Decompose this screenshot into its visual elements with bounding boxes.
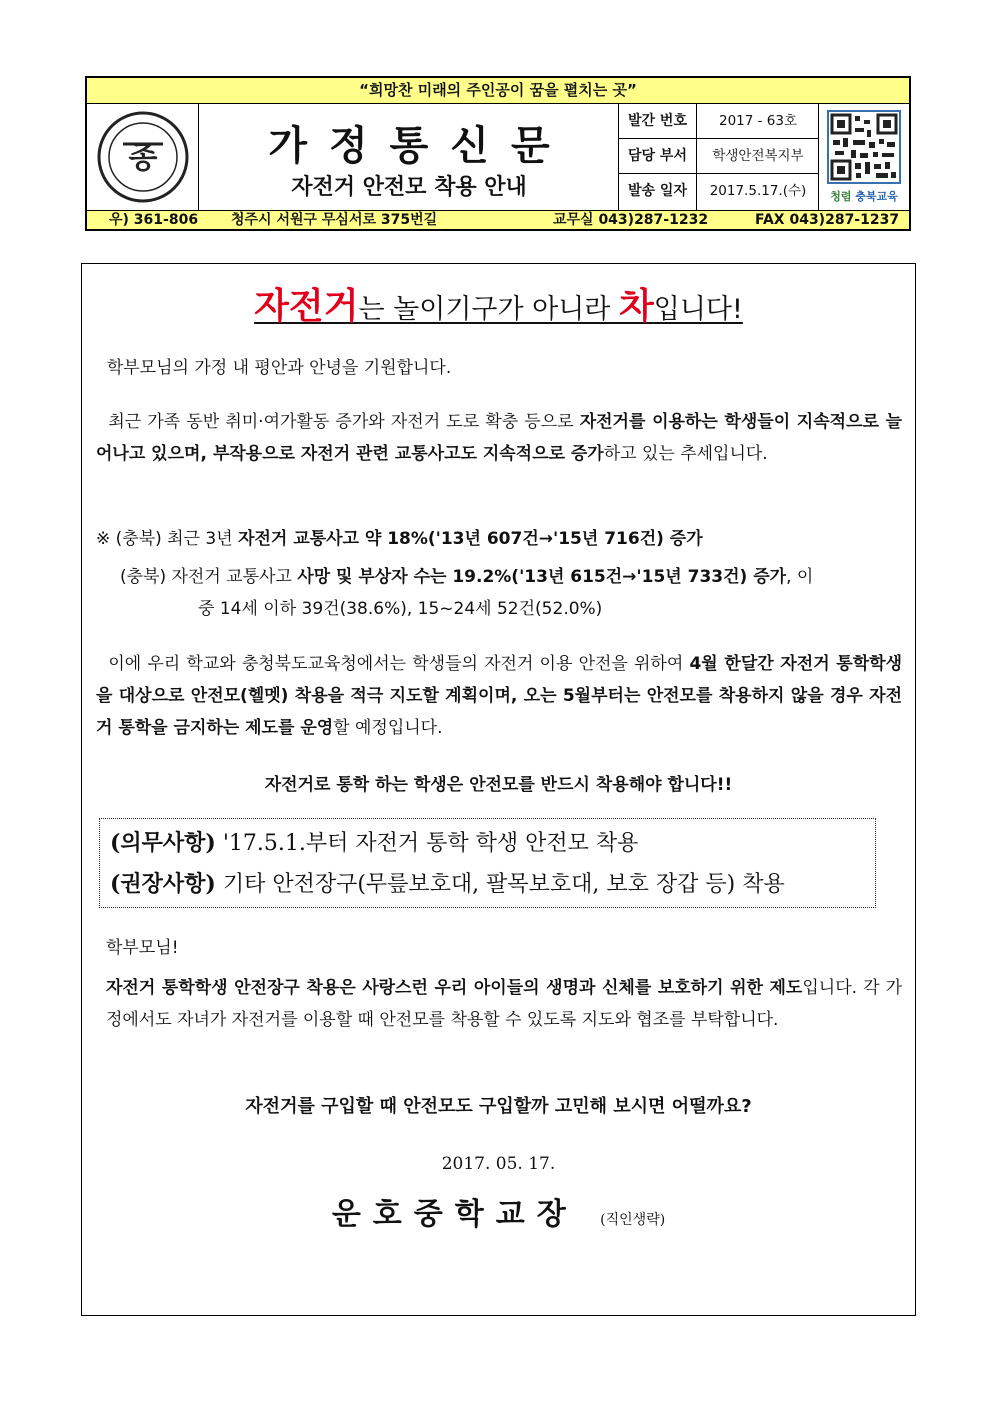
para1-intro: 최근 가족 동반 취미·여가활동 증가와 자전거 도로 확충 등으로 (108, 412, 580, 432)
para1-end: 하고 있는 추세입니다. (603, 444, 768, 464)
info-row-send-date (619, 174, 819, 210)
address-bar (87, 210, 909, 229)
headline-bicycle: 자전거 (254, 286, 359, 327)
note2-bold: 사망 및 부상자 수는 19.2%('13년 615건→'15년 733건) 증가 (297, 567, 787, 587)
para3-end: 입니다. 각 가정에서도 자녀가 자전거를 이용할 때 안전모를 착용할 수 있도록 지도와 협조를 부탁합니다. (106, 978, 902, 1030)
school-slogan: “희망찬 미래의 주인공이 꿈을 펼치는 곳” (87, 78, 909, 104)
school-logo-cell (87, 104, 199, 210)
emblem-letter: 종 (128, 141, 158, 176)
info-value: 2017 - 63호 (718, 113, 798, 129)
integrity-brand (819, 188, 909, 204)
school-emblem-icon (87, 104, 199, 210)
para2-end: 할 예정입니다. (333, 718, 443, 738)
para1-bold: 자전거를 이용하는 학생들이 지속적으로 늘어나고 있으며, 부작용으로 자전거 관련 교통사고도 지속적으로 증가 (96, 412, 902, 464)
duty-text: '17.5.1.부터 자전거 통학 학생 안전모 착용 (215, 831, 639, 856)
statistics-note-2 (120, 562, 906, 592)
street-address: 청주시 서원구 무심서로 375번길 (231, 212, 438, 228)
para3-bold: 자전거 통학학생 안전장구 착용은 사랑스런 우리 아이들의 생명과 신체를 보호하기 위한 제도 (106, 978, 803, 998)
statistics-note-2-cont (198, 594, 898, 624)
note2-prefix: (충북) 자전거 교통사고 (120, 567, 298, 587)
para2-intro: 이에 우리 학교와 충청북도교육청에서는 학생들의 자전거 이용 안전을 위하여 (108, 654, 690, 674)
header-main-row (87, 104, 909, 210)
info-row-issue-number (619, 104, 819, 139)
statistics-note-1 (96, 524, 906, 554)
paragraph-trend (96, 406, 902, 470)
info-label: 발간 번호 (619, 104, 697, 138)
zip-code: 우) 361-806 (109, 212, 199, 228)
title-cell (199, 104, 619, 210)
info-value: 학생안전복지부 (712, 148, 804, 164)
qr-cell (819, 104, 909, 210)
helmet-requirement: 자전거로 통학 하는 학생은 안전모를 반드시 착용해야 합니다!! (264, 775, 733, 795)
page-subtitle: 자전거 안전모 착용 안내 (291, 175, 527, 200)
greeting-text: 학부모님의 가정 내 평안과 안녕을 기원합니다. (106, 358, 452, 378)
paragraph-request (106, 972, 902, 1036)
duty-line (110, 823, 865, 864)
recommend-label: (권장사항) (110, 871, 216, 897)
duty-label: (의무사항) (110, 830, 216, 856)
info-label: 담당 부서 (619, 139, 697, 173)
brand-edu-text: 충북교육 (855, 190, 898, 203)
headline-car: 차 (618, 286, 654, 327)
requirement-box (99, 818, 876, 908)
para2-bold: 4월 한달간 자전거 통학학생을 대상으로 안전모(헬멧) 착용을 적극 지도할 계획이며, 오는 5월부터는 안전모를 착용하지 않을 경우 자전거 통학을 금지하는 제도를 운영 (96, 654, 902, 738)
paragraph-plan (96, 648, 902, 744)
note2-continued: 중 14세 이하 39건(38.6%), 15~24세 52건(52.0%) (198, 599, 603, 619)
greeting (96, 352, 902, 384)
page-title: 가정통신문 (268, 122, 572, 169)
qr-code-icon[interactable] (827, 110, 901, 184)
dear-parents: 학부모님! (106, 938, 179, 958)
signature (82, 1189, 915, 1233)
note1-prefix: ※ (충북) 최근 3년 (96, 529, 239, 549)
note1-bold: 자전거 교통사고 약 18%('13년 607건→'15년 716건) 증가 (238, 529, 703, 549)
headline-text-2: 입니다! (653, 294, 743, 325)
info-value: 2017.5.17.(수) (709, 183, 807, 199)
brand-integrity-text: 청렴 (830, 190, 852, 203)
newsletter-header (85, 76, 911, 231)
info-label: 발송 일자 (619, 174, 697, 210)
recommend-line (110, 864, 865, 905)
headline-text-1: 는 놀이기구가 아니라 (358, 294, 619, 325)
letter-date: 2017. 05. 17. (441, 1154, 556, 1174)
note2-suffix: , 이 (786, 567, 814, 587)
office-phone: 교무실 043)287-1232 (553, 212, 709, 228)
headline (82, 278, 915, 329)
seal-note: (직인생략) (600, 1212, 666, 1228)
closing-question: 자전거를 구입할 때 안전모도 구입할까 고민해 보시면 어떨까요? (245, 1096, 752, 1117)
recommend-text: 기타 안전장구(무릎보호대, 팔목보호대, 보호 장갑 등) 착용 (215, 872, 785, 897)
issue-info-table (619, 104, 819, 210)
letter-body (81, 263, 916, 1316)
fax-number: FAX 043)287-1237 (755, 212, 900, 228)
signer-name: 운호중학교장 (331, 1197, 578, 1232)
info-row-department (619, 139, 819, 174)
